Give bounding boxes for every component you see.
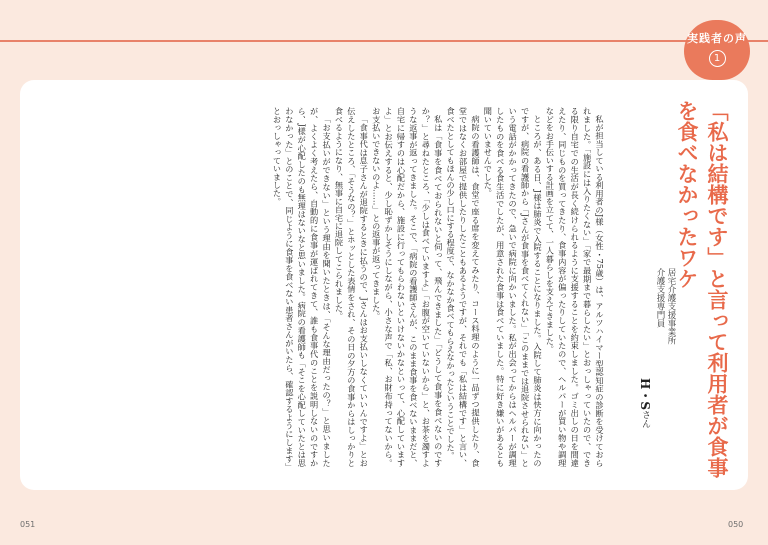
page-number-left: 051 xyxy=(20,520,36,529)
body-paragraph: 私は「食事を食べておられないと伺って、飛んできました」「どうして食事を食べないのですか？」と尋ねたところ、「少しは食べていますよ」「お腹が空いていないから」と、お茶を濁すような返事が返ってきました。そこで、「病院の看護師さんが、このまま食事を食べないままだと、自宅に帰すのは心配だから、施設に行ってもらわないといけないかなといって、心配していますよ」とお伝えすると、少し恥ずかしそうにしながら、小さな声で「私、お財布持ってないから。お支払いできないのよ……」との返事が返ってきました。 xyxy=(371,107,444,467)
article-headline: 「私は結構です」と言って利用者が食事を食べなかったワケ xyxy=(675,100,729,478)
body-paragraph: 病院の看護師は、食堂で座る席を変えてみたり、コース料理のように一品ずつ提供したり、食堂ではなくお部屋で提供したりしたこともあるようですが、それでも「私は結構です」と言い、食べたとしてもほんの少し口にする程度で、なかなか食べてもらえなかったということでした。 xyxy=(446,107,481,467)
article-body xyxy=(146,107,606,467)
author-honorific: さん xyxy=(640,410,650,429)
page-number-right: 050 xyxy=(728,520,744,529)
body-paragraph: 私が担当している利用者のJ様（女性・75歳）は、アルツハイマー型認知症の診断を受けておられました。「施設には入りたくない」「家で最期まで暮らしたい」とおっしゃっていたので、できる限り自宅での生活が長く続けられるように支援することを約束しました。ゴミ出しの日を間違えたり、同じものを買ってきたり、食事内容が偏ったりしていたので、ヘルパーが買い物や調理などをお手伝いする計画を立てて、一人暮らしを支えてきました。 xyxy=(545,107,605,467)
author-role xyxy=(654,268,676,408)
author-role-line-1: 居宅介護支援事業所 xyxy=(666,268,676,345)
author-role-line-2: 介護支援専門員 xyxy=(655,268,665,328)
body-paragraph: 「食事代は息子さんが退院するときに払うので、Jさんはお支払いしなくていいんですよ」とお伝えしたところ、「そうなの？」とホッとした表情をされ、その日の夕方の食事からはしっかりと食べるようになり、無事に自宅に退院してこられました。 xyxy=(334,107,370,467)
section-badge xyxy=(684,20,750,80)
author-name: H・S xyxy=(638,378,652,411)
badge-number: 1 xyxy=(709,50,726,67)
body-paragraph: ところが、ある日、J様は肺炎で入院することになりました。入院して肺炎は快方に向かったのですが、病院の看護師から「Jさんが食事を食べてくれない」「このままでは退院させられない」という電話がかかってきたので、急いで病院に向かいました。私が出会ってからはヘルパーが調理したものを食べる食生活でしたが、用意された食事は食べていました。特に好き嫌いがあるとも聞いていませんでした。 xyxy=(483,107,543,467)
author-name-block xyxy=(637,378,654,458)
top-rule xyxy=(0,40,768,42)
badge-title: 実践者の声 xyxy=(687,32,747,45)
body-paragraph: 「お支払いができない」という理由を聞いたときは、「そんな理由だったの？」と思いましたが、よくよく考えたら、自動的に食事が運ばれてきて、誰も食事代のことを説明しないのですから、J様が心配したのも無理はないなと思いました。病院の看護師も「そこを心配していたとは思わなかった」とのことで、同じように食事を食べない患者さんがいたら、確認するようにします」とおっしゃっていました。 xyxy=(272,107,333,467)
